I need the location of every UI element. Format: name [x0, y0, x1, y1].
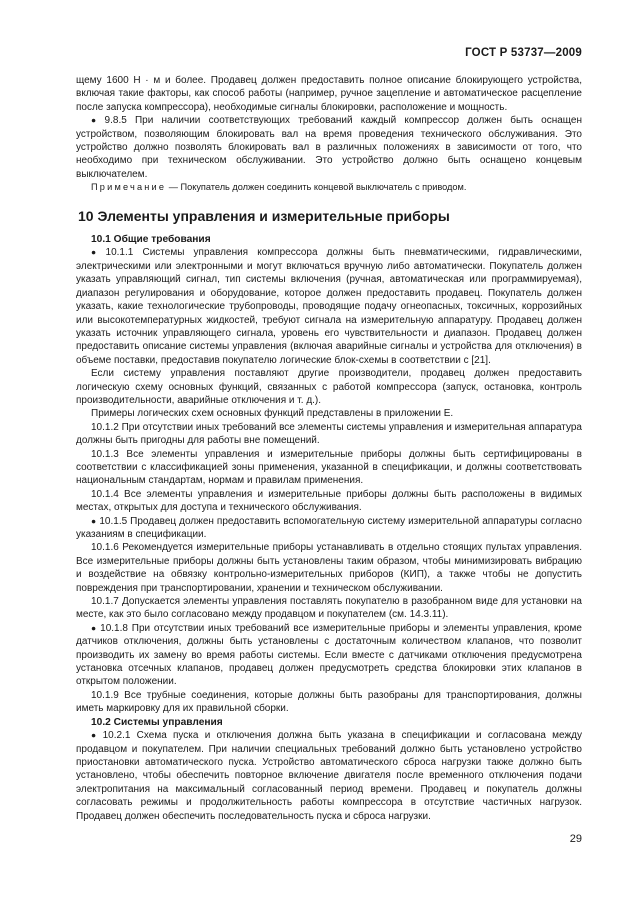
- paragraph-10-1-1-c: Примеры логических схем основных функций представлены в приложении Е.: [91, 408, 454, 420]
- bullet-icon: [91, 730, 103, 741]
- section-10-title: 10 Элементы управления и измерительные приборы: [78, 207, 450, 224]
- paragraph-10-1-9: 10.1.9 Все трубные соединения, которые должны быть разобраны для транспортирования, должны иметь маркировку для их правильной сборки.: [76, 689, 582, 715]
- note-text: — Покупатель должен соединить концевой выключатель с приводом.: [166, 182, 467, 193]
- note-label: Примечание: [91, 182, 167, 193]
- paragraph-9-8-5: ● 9.8.5 При наличии соответствующих требований каждый компрессор должен быть оснащен устройством, позволяющим блокировать вал на время проведения технического обслуживания. Это устройство должно позволять блокировать вал в различных положениях в зависимости от того, что необходимо при техническом обслуживании. Это устройство должно быть оснащено концевым выключателем.: [76, 114, 582, 181]
- paragraph-10-1-3: 10.1.3 Все элементы управления и измерительные приборы должны быть сертифицированы в соответствии с классификацией зоны применения, указанной в спецификации, и должны соответствовать национальным стандартам, нормам и правилам применения.: [76, 448, 582, 487]
- paragraph-10-1-5: ● 10.1.5 Продавец должен предоставить вспомогательную систему измерительной аппаратуры согласно указаниям в спецификации.: [76, 515, 582, 542]
- bullet-icon: [91, 115, 105, 126]
- bullet-icon: [91, 247, 106, 258]
- subsection-10-1-title: 10.1 Общие требования: [91, 234, 211, 246]
- paragraph-10-1-8: ● 10.1.8 При отсутствии иных требований все измерительные приборы и элементы управления, кроме датчиков отключения, должны быть установлены с достаточным количеством клапанов, что позволит производить их замену во время работы системы. Если вместе с датчиками отключения предусмотрена установка отсечных клапанов, продавец должен предусмотреть средства блокировки этих клапанов в открытом положении.: [76, 622, 582, 689]
- subsection-10-2-title: 10.2 Системы управления: [91, 716, 223, 728]
- bullet-icon: [91, 623, 100, 634]
- paragraph-10-2-1: ● 10.2.1 Схема пуска и отключения должна быть указана в спецификации и согласована между продавцом и покупателем. При наличии специальных требований должно быть установлено устройство приостановки автоматического пуска. Устройство автоматического сброса нагрузки также должно быть установлено, чтобы обеспечить повторное включение двигателя после временного отключения подачи электропитания на максимальный согласованный период времени. Продавец и покупатель должны согласовать режимы и продолжительность работы компрессора в отсутствие частичных нагрузок. Продавец должен обеспечить последовательность пуска и сброса нагрузки.: [76, 729, 582, 823]
- paragraph-10-1-2: 10.1.2 При отсутствии иных требований все элементы системы управления и измерительная аппаратура должны быть пригодны для работы вне помещений.: [76, 421, 582, 447]
- paragraph-10-1-6: 10.1.6 Рекомендуется измерительные приборы устанавливать в отдельно стоящих пультах управления. Все измерительные приборы должны быть установлены таким образом, чтобы минимизировать вибрацию и воздействие на обвязку контрольно-измерительных приборов (КИП), а также чтобы не допустить повреждения при транспортировании, хранении и техническом обслуживании.: [76, 542, 582, 594]
- document-body: [76, 74, 582, 823]
- paragraph-10-1-7: 10.1.7 Допускается элементы управления поставлять покупателю в разобранном виде для установки на месте, как это было согласовано между продавцом и покупателем (см. 14.3.11).: [76, 596, 582, 621]
- document-code-header: ГОСТ Р 53737—2009: [465, 47, 582, 59]
- paragraph-continuation: щему 1600 Н · м и более. Продавец должен предоставить полное описание блокирующего устройства, включая такие факторы, как способ работы (например, ручное зацепление и автоматическое расцепление после запуска компрессора), необходимые сигналы блокировки, расположение и мощность.: [76, 75, 582, 113]
- paragraph-10-1-1: ● 10.1.1 Системы управления компрессора должны быть пневматическими, гидравлическими, электрическими или электронными и могут включаться вручную либо автоматически. Покупатель должен указать управляющий сигнал, тип системы включения (ручная, автоматическая или программируемая), диапазон регулирования и оборудование, которое должен предоставить продавец. Покупатель должен указать, какие технологические трубопроводы, проводящие подачу огнеопасных, токсичных, коррозийных или высокотемпературных жидкостей, требуют сигнала на измерительную аппаратуру. Продавец должен указать источник управляющего сигнала, уровень его чувствительности и диапазон. Продавец должен предоставить описание системы управления (включая аварийные сигналы и устройства для отключения) в объеме поставки, предоставив покупателю логические блок-схемы в соответствии с [21].: [76, 246, 582, 367]
- note: [76, 181, 582, 194]
- paragraph-10-1-1-b: Если систему управления поставляют другие производители, продавец должен предоставить логическую схему основных функций, связанных с работой компрессора (запуск, остановка, контроль производительности, аварийные отключения и т. д.).: [76, 368, 582, 406]
- page-number: 29: [569, 833, 582, 845]
- paragraph-10-1-4: 10.1.4 Все элементы управления и измерительные приборы должны быть расположены в видимых местах, открытых для доступа и технического обслуживания.: [76, 488, 582, 514]
